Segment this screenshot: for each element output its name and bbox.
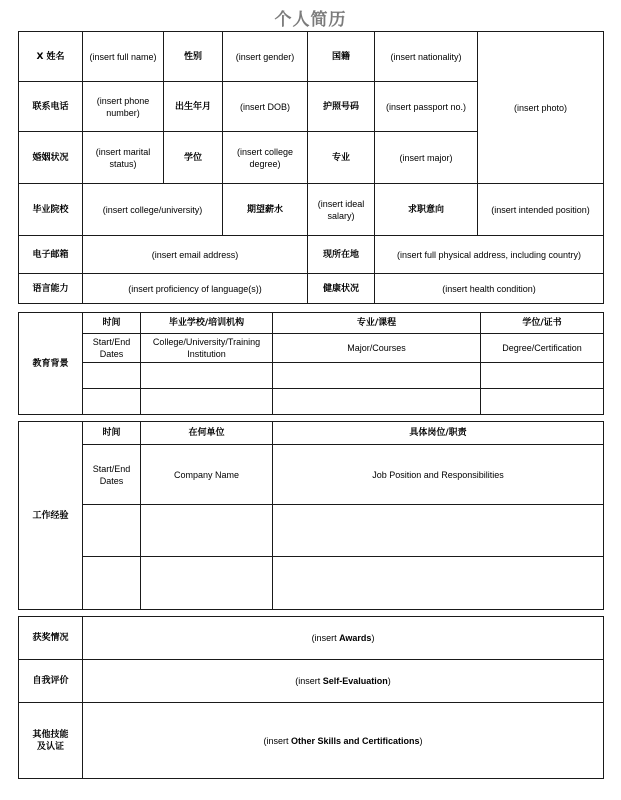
- education-header-school: 毕业学校/培训机构: [141, 313, 273, 334]
- field-value-current-location[interactable]: (insert full physical address, including country): [375, 236, 604, 274]
- work-header-time: 时间: [83, 422, 141, 445]
- work-experience-table: [18, 421, 604, 610]
- field-value-nationality[interactable]: (insert nationality): [375, 32, 478, 82]
- table-row: [19, 505, 604, 557]
- field-value-graduation-school[interactable]: (insert college/university): [83, 184, 223, 236]
- table-row: [19, 617, 604, 660]
- field-label-gender: 性别: [164, 32, 223, 82]
- table-gap: [0, 304, 621, 312]
- field-label-nationality: 国籍: [308, 32, 375, 82]
- table-row: [19, 313, 604, 334]
- table-row: [19, 557, 604, 610]
- table-row: [19, 32, 604, 82]
- education-empty-major[interactable]: [273, 389, 481, 415]
- work-empty-time[interactable]: [83, 557, 141, 610]
- table-row: [19, 274, 604, 304]
- work-empty-company[interactable]: [141, 557, 273, 610]
- self-evaluation-value-suffix: ): [387, 676, 391, 686]
- field-label-intended-position: 求职意向: [375, 184, 478, 236]
- education-sub-school[interactable]: College/University/Training Institution: [141, 334, 273, 363]
- table-row: [19, 184, 604, 236]
- table-row: [19, 334, 604, 363]
- field-label-phone: 联系电话: [19, 82, 83, 132]
- table-row: [19, 236, 604, 274]
- field-value-passport[interactable]: (insert passport no.): [375, 82, 478, 132]
- field-label-health: 健康状况: [308, 274, 375, 304]
- other-skills-value[interactable]: [83, 703, 604, 779]
- page-title: 个人简历: [274, 10, 347, 29]
- work-empty-time[interactable]: [83, 505, 141, 557]
- field-value-phone[interactable]: (insert phone number): [83, 82, 164, 132]
- work-empty-company[interactable]: [141, 505, 273, 557]
- field-label-name: X 姓名: [19, 32, 83, 82]
- field-value-intended-position[interactable]: (insert intended position): [478, 184, 604, 236]
- other-skills-value-prefix: (insert: [263, 735, 291, 746]
- education-empty-school[interactable]: [141, 389, 273, 415]
- other-skills-label: [19, 703, 83, 779]
- awards-label: 获奖情况: [19, 617, 83, 660]
- field-label-ideal-salary: 期望薪水: [223, 184, 308, 236]
- field-label-email: 电子邮箱: [19, 236, 83, 274]
- self-evaluation-value-prefix: (insert: [295, 676, 323, 686]
- education-empty-time[interactable]: [83, 363, 141, 389]
- education-empty-time[interactable]: [83, 389, 141, 415]
- field-value-degree[interactable]: (insert college degree): [223, 132, 308, 184]
- education-side-label: 教育背景: [19, 313, 83, 415]
- self-evaluation-label: 自我评价: [19, 660, 83, 703]
- work-empty-position[interactable]: [273, 505, 604, 557]
- work-side-label: 工作经验: [19, 422, 83, 610]
- field-label-dob: 出生年月: [164, 82, 223, 132]
- awards-value-prefix: (insert: [311, 633, 340, 643]
- work-sub-time[interactable]: Start/End Dates: [83, 445, 141, 505]
- table-row: [19, 363, 604, 389]
- education-header-major: 专业/课程: [273, 313, 481, 334]
- field-label-degree: 学位: [164, 132, 223, 184]
- work-header-position: 具体岗位/职责: [273, 422, 604, 445]
- awards-value-bold: Awards: [339, 633, 372, 643]
- awards-value-suffix: ): [371, 633, 375, 643]
- work-sub-company[interactable]: Company Name: [141, 445, 273, 505]
- field-value-health[interactable]: (insert health condition): [375, 274, 604, 304]
- table-row: [19, 389, 604, 415]
- education-header-time: 时间: [83, 313, 141, 334]
- education-empty-degree[interactable]: [481, 389, 604, 415]
- field-label-current-location: 现所在地: [308, 236, 375, 274]
- table-row: [19, 422, 604, 445]
- education-sub-major[interactable]: Major/Courses: [273, 334, 481, 363]
- other-skills-value-suffix: ): [419, 735, 423, 746]
- table-row: [19, 660, 604, 703]
- self-evaluation-value[interactable]: [83, 660, 604, 703]
- other-skills-label-line2: 及认证: [36, 741, 64, 752]
- education-header-degree: 学位/证书: [481, 313, 604, 334]
- field-value-major[interactable]: (insert major): [375, 132, 478, 184]
- table-row: [19, 445, 604, 505]
- education-table: [18, 312, 604, 415]
- field-label-passport: 护照号码: [308, 82, 375, 132]
- work-header-company: 在何单位: [141, 422, 273, 445]
- field-value-marital-status[interactable]: (insert marital status): [83, 132, 164, 184]
- education-empty-degree[interactable]: [481, 363, 604, 389]
- field-value-ideal-salary[interactable]: (insert ideal salary): [308, 184, 375, 236]
- field-label-marital-status: 婚姻状况: [19, 132, 83, 184]
- photo-cell[interactable]: (insert photo): [478, 32, 604, 184]
- personal-info-table: [18, 31, 604, 304]
- summary-table: [18, 616, 604, 779]
- field-label-graduation-school: 毕业院校: [19, 184, 83, 236]
- education-sub-time[interactable]: Start/End Dates: [83, 334, 141, 363]
- awards-value[interactable]: [83, 617, 604, 660]
- field-label-major: 专业: [308, 132, 375, 184]
- education-empty-school[interactable]: [141, 363, 273, 389]
- field-value-language[interactable]: (insert proficiency of language(s)): [83, 274, 308, 304]
- self-evaluation-value-bold: Self-Evaluation: [322, 676, 388, 686]
- field-value-email[interactable]: (insert email address): [83, 236, 308, 274]
- other-skills-value-bold: Other Skills and Certifications: [290, 735, 420, 746]
- field-label-language: 语言能力: [19, 274, 83, 304]
- field-value-gender[interactable]: (insert gender): [223, 32, 308, 82]
- other-skills-label-line1: 其他技能: [32, 729, 69, 740]
- education-empty-major[interactable]: [273, 363, 481, 389]
- table-row: [19, 703, 604, 779]
- field-value-dob[interactable]: (insert DOB): [223, 82, 308, 132]
- education-sub-degree[interactable]: Degree/Certification: [481, 334, 604, 363]
- work-sub-position[interactable]: Job Position and Responsibilities: [273, 445, 604, 505]
- work-empty-position[interactable]: [273, 557, 604, 610]
- field-value-name[interactable]: (insert full name): [83, 32, 164, 82]
